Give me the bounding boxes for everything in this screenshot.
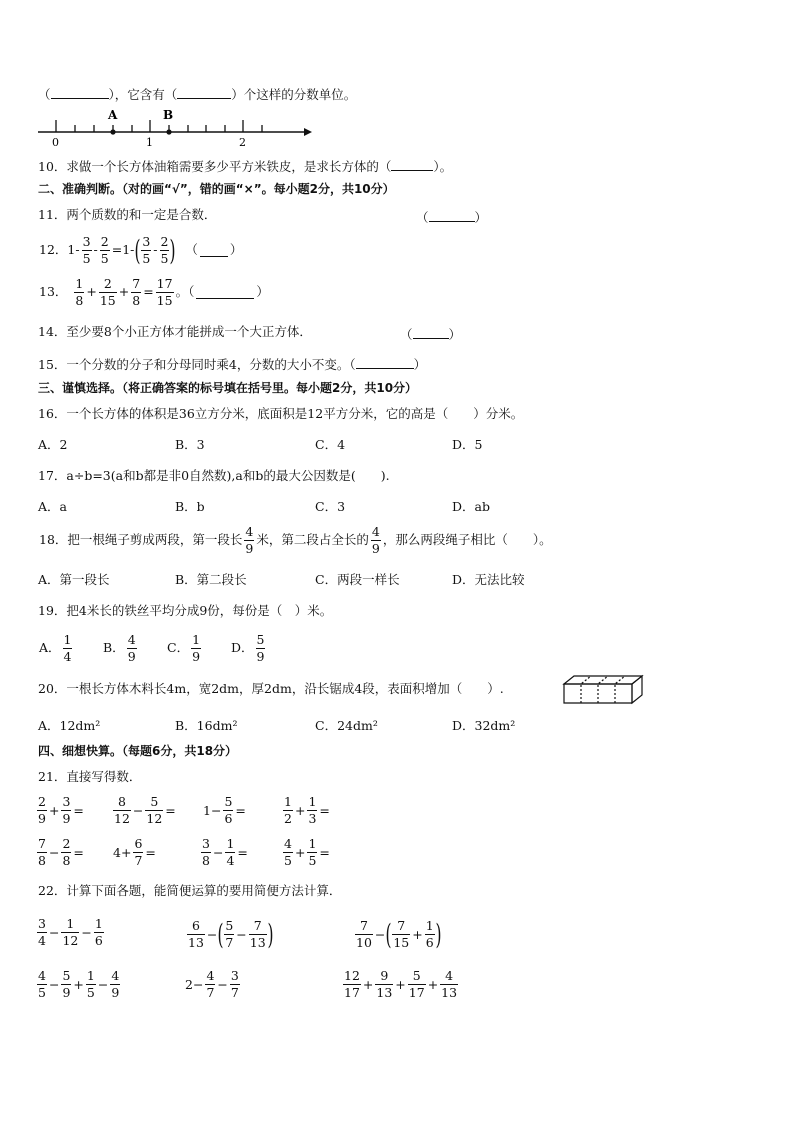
- q11-answer: [416, 209, 487, 225]
- point-a: [110, 129, 115, 134]
- numerator: 2: [160, 234, 169, 249]
- q22-text: 22．计算下面各题，能简便运算的要用简便方法计算．: [38, 883, 342, 898]
- operator: −: [132, 803, 144, 818]
- numerator: 7: [392, 920, 410, 935]
- section-4-heading: 四、细想快算。（每题6分，共18分）: [38, 744, 238, 758]
- numerator: 4: [245, 524, 254, 539]
- numerator: 2: [62, 836, 71, 851]
- fraction: [307, 796, 317, 825]
- fraction: [37, 838, 47, 867]
- numerator: 4: [127, 632, 136, 647]
- bracket: (: [217, 918, 224, 951]
- q12-lparen: (: [134, 233, 141, 267]
- q12-minus-1: -: [93, 242, 98, 258]
- q21-item-7: [200, 838, 249, 867]
- q17-option-d[interactable]: D．ab: [452, 499, 490, 514]
- q14-text: 14．至少要8个小正方体才能拼成一个大正方体．: [38, 324, 312, 339]
- denominator: 2: [284, 810, 292, 826]
- fraction: [61, 918, 79, 947]
- q16-option-c[interactable]: C．4: [315, 437, 346, 452]
- section-2-heading: 二、准确判断。（对的画“√”，错的画“×”。每小题2分，共10分）: [38, 182, 395, 196]
- q20-option-b[interactable]: B．16dm²: [175, 718, 238, 733]
- denominator: 12: [114, 810, 130, 826]
- q9-blank-2[interactable]: [177, 86, 231, 99]
- tick-1: 1: [146, 136, 153, 148]
- denominator: 8: [75, 292, 84, 308]
- fraction: [191, 634, 201, 663]
- numerator: 3: [230, 968, 239, 983]
- numerator: 3: [62, 794, 71, 809]
- q9-end: ）个这样的分数单位。: [231, 87, 357, 102]
- fraction: [343, 970, 361, 999]
- fraction: [113, 796, 131, 825]
- operator: =: [165, 803, 176, 818]
- denominator: 13: [376, 984, 393, 1000]
- q11-paren-open: （: [416, 210, 429, 225]
- bracket: ): [435, 918, 442, 951]
- q12-paren-close: ）: [229, 242, 243, 258]
- q19-option-c[interactable]: [166, 634, 202, 663]
- fraction: [201, 838, 211, 867]
- denominator: 5: [38, 984, 46, 1000]
- denominator: 8: [38, 852, 46, 868]
- fraction: [355, 920, 373, 949]
- fraction: [37, 796, 47, 825]
- q18-option-b[interactable]: B．第二段长: [175, 572, 247, 587]
- q18-end: ，那么两段绳子相比（ ）。: [382, 532, 552, 548]
- q15-line: [38, 356, 426, 372]
- denominator: 15: [156, 292, 173, 308]
- q17-option-a[interactable]: A．a: [38, 499, 67, 514]
- fraction: [425, 920, 435, 949]
- q12-frac-3: [141, 236, 151, 265]
- denominator: 9: [245, 540, 254, 556]
- tick-0: 0: [52, 136, 59, 148]
- fraction: [249, 920, 267, 949]
- numerator: 1: [86, 968, 95, 983]
- fraction: [61, 796, 71, 825]
- wood-block-figure: [562, 674, 646, 706]
- q18-option-d[interactable]: D．无法比较: [452, 572, 525, 587]
- q13-frac-4: [156, 278, 174, 307]
- denominator: 9: [62, 810, 71, 826]
- denominator: 5: [160, 250, 169, 266]
- label-b: B: [163, 108, 174, 122]
- q22-expr-5: [184, 970, 241, 999]
- operator: =: [237, 845, 248, 860]
- operator: D．: [231, 640, 254, 656]
- q12-minus-2: -: [153, 242, 158, 258]
- numerator: 6: [134, 836, 143, 851]
- numerator: 4: [284, 836, 292, 851]
- operator: −: [48, 845, 60, 860]
- denominator: 9: [371, 540, 380, 556]
- numerator: 9: [375, 970, 393, 985]
- numerator: 4: [440, 970, 458, 985]
- q11-blank[interactable]: [429, 209, 475, 222]
- q13-frac-2: [99, 278, 117, 307]
- denominator: 17: [408, 984, 425, 1000]
- q18-option-a[interactable]: A．第一段长: [38, 572, 110, 587]
- operator: −: [97, 977, 109, 992]
- q22-expr-1: [36, 918, 105, 947]
- numerator: 5: [225, 918, 234, 933]
- denominator: 7: [206, 984, 215, 1000]
- numerator: 3: [202, 836, 210, 851]
- denominator: 17: [344, 984, 360, 1000]
- q11-paren-close: ）: [474, 210, 488, 225]
- q13-plus-2: +: [118, 284, 130, 300]
- denominator: 15: [393, 934, 410, 950]
- denominator: 9: [111, 984, 120, 1000]
- operator: B．: [103, 640, 125, 656]
- q14-answer: [400, 326, 461, 342]
- fraction: [205, 970, 215, 999]
- q14-line: [38, 326, 312, 339]
- numerator: 1: [61, 918, 79, 933]
- fraction: [307, 838, 317, 867]
- denominator: 13: [188, 934, 204, 950]
- operator: +: [48, 803, 60, 818]
- q15-text: 15．一个分数的分子和分母同时乘4，分数的大小不变。（: [38, 357, 356, 372]
- numerator: 1: [75, 276, 84, 291]
- fraction: [392, 920, 410, 949]
- numerator: 17: [156, 276, 173, 291]
- q20-option-d[interactable]: D．32dm²: [452, 718, 516, 733]
- operator: A．: [39, 640, 61, 656]
- fraction: [375, 970, 393, 999]
- q12-frac-2: [100, 236, 110, 265]
- bracket: (: [385, 918, 392, 951]
- q14-blank[interactable]: [413, 326, 449, 339]
- q21-item-4: [282, 796, 331, 825]
- operator: =: [73, 803, 84, 818]
- q21-item-1: [36, 796, 85, 825]
- numerator: 7: [249, 920, 267, 935]
- q12-eq: =1-: [111, 242, 135, 258]
- operator: −: [217, 977, 228, 992]
- q12-paren-open: （: [185, 242, 198, 258]
- q13-tail: 。（: [175, 284, 195, 300]
- operator: C．: [167, 640, 190, 656]
- fraction: [224, 920, 234, 949]
- numerator: 5: [256, 632, 265, 647]
- fraction: [127, 634, 137, 663]
- denominator: 9: [192, 648, 201, 664]
- q20-text: 20．一根长方体木料长4m，宽2dm，厚2dm，沿长锯成4段，表面积增加（ ）.: [38, 681, 504, 696]
- q21-item-3: [202, 796, 247, 825]
- q18-frac-2: [371, 526, 381, 555]
- q21-item-6: [112, 838, 157, 867]
- q18-line: [38, 526, 553, 555]
- operator: =: [145, 845, 156, 860]
- denominator: 13: [441, 984, 458, 1000]
- numerator: 4: [371, 524, 380, 539]
- operator: +: [362, 977, 374, 992]
- q10-blank[interactable]: [391, 158, 433, 171]
- q13-end: ）: [256, 284, 269, 300]
- numerator: 2: [38, 794, 46, 809]
- denominator: 7: [230, 984, 239, 1000]
- denominator: 7: [225, 934, 234, 950]
- operator: =: [73, 845, 84, 860]
- numerator: 5: [62, 968, 71, 983]
- q12-frac-4: [160, 236, 170, 265]
- q18-pre: 18．把一根绳子剪成两段，第一段长: [39, 532, 243, 548]
- numerator: 8: [113, 796, 131, 811]
- q14-paren-open: （: [400, 327, 413, 342]
- fraction: [86, 970, 96, 999]
- fraction: [133, 838, 143, 867]
- q16-option-d[interactable]: D．5: [452, 437, 483, 452]
- numerator: 1: [284, 794, 292, 809]
- denominator: 6: [94, 932, 103, 948]
- operator: 4+: [113, 845, 132, 860]
- operator: =: [235, 803, 246, 818]
- denominator: 5: [100, 250, 109, 266]
- numerator: 7: [38, 836, 46, 851]
- numerator: 7: [355, 920, 373, 935]
- denominator: 6: [224, 810, 233, 826]
- fraction: [256, 634, 266, 663]
- numerator: 1: [308, 794, 317, 809]
- fraction: [440, 970, 458, 999]
- q18-option-c[interactable]: C．两段一样长: [315, 572, 400, 587]
- operator: +: [294, 803, 306, 818]
- q10-line: [38, 158, 452, 174]
- numerator: 5: [224, 794, 233, 809]
- q11-text: 11．两个质数的和一定是合数．: [38, 207, 217, 222]
- numerator: 3: [38, 916, 46, 931]
- q12-frac-1: [82, 236, 92, 265]
- q21-item-8: [282, 838, 331, 867]
- q13-frac-1: [74, 278, 84, 307]
- denominator: 5: [82, 250, 91, 266]
- operator: =: [319, 845, 330, 860]
- numerator: 1: [308, 836, 317, 851]
- q22-expr-6: [342, 970, 459, 999]
- numerator: 7: [132, 276, 141, 291]
- q12-num: 12．1-: [39, 242, 80, 258]
- q11-line: [38, 209, 216, 222]
- fraction: [110, 970, 120, 999]
- numerator: 4: [111, 968, 120, 983]
- q16-option-a[interactable]: A．2: [38, 437, 68, 452]
- denominator: 4: [226, 852, 235, 868]
- q13-num: 13．: [39, 284, 68, 300]
- denominator: 8: [202, 852, 210, 868]
- q15-end: ）: [413, 357, 427, 372]
- numerator: 4: [38, 968, 46, 983]
- q12-blank[interactable]: [200, 244, 228, 257]
- number-line: [36, 106, 316, 148]
- q22-expr-2: [186, 918, 273, 951]
- q20-option-a[interactable]: A．12dm²: [38, 718, 101, 733]
- numerator: 6: [187, 920, 205, 935]
- numerator: 1: [94, 916, 103, 931]
- q13-blank[interactable]: [196, 286, 254, 299]
- q14-paren-close: ）: [448, 327, 462, 342]
- numerator: 2: [99, 278, 117, 293]
- operator: +: [412, 927, 423, 942]
- fraction: [145, 796, 163, 825]
- q19-text: 19．把4米长的铁丝平均分成9份，每份是（ ）米。: [38, 603, 333, 618]
- operator: −: [81, 925, 92, 940]
- q13-eq: =: [143, 284, 154, 300]
- denominator: 9: [38, 810, 46, 826]
- point-b: [166, 129, 171, 134]
- q19-option-b[interactable]: [102, 634, 138, 663]
- denominator: 12: [146, 810, 163, 826]
- q17-text: 17．a÷b=3(a和b都是非0自然数),a和b的最大公因数是( ).: [38, 468, 390, 483]
- fraction: [187, 920, 205, 949]
- denominator: 10: [356, 934, 372, 950]
- operator: +: [73, 977, 84, 992]
- q21-text: 21．直接写得数．: [38, 769, 142, 784]
- q12-rparen: ): [169, 233, 176, 267]
- q15-blank[interactable]: [356, 356, 414, 369]
- denominator: 15: [99, 292, 116, 308]
- q16-option-b[interactable]: B．3: [175, 437, 205, 452]
- q20-option-c[interactable]: C．24dm²: [315, 718, 378, 733]
- fraction: [94, 918, 104, 947]
- operator: −: [212, 845, 224, 860]
- numerator: 1: [192, 632, 201, 647]
- fraction: [223, 796, 233, 825]
- fraction: [37, 970, 47, 999]
- q18-frac-1: [244, 526, 254, 555]
- section-3-heading: 三、谨慎选择。（将正确答案的标号填在括号里。每小题2分，共10分）: [38, 381, 418, 395]
- fraction: [408, 970, 426, 999]
- denominator: 5: [308, 852, 317, 868]
- operator: −: [236, 927, 247, 942]
- operator: +: [427, 977, 439, 992]
- denominator: 9: [256, 648, 265, 664]
- q9-mid: ），它含有（: [108, 87, 178, 102]
- q9-open: （: [38, 87, 51, 102]
- operator: −: [48, 977, 60, 992]
- numerator: 1: [226, 836, 235, 851]
- denominator: 6: [425, 934, 434, 950]
- fraction: [225, 838, 235, 867]
- numerator: 1: [63, 632, 72, 647]
- q17-option-c[interactable]: C．3: [315, 499, 346, 514]
- fraction: [37, 918, 47, 947]
- numerator: 12: [344, 968, 360, 983]
- numerator: 4: [206, 968, 215, 983]
- operator: =: [319, 803, 330, 818]
- bracket: ): [267, 918, 274, 951]
- q21-item-2: [112, 796, 177, 825]
- q22-expr-3: [354, 918, 441, 951]
- numerator: 2: [100, 234, 109, 249]
- operator: 1−: [203, 803, 222, 818]
- q13-plus-1: +: [86, 284, 97, 300]
- operator: −: [48, 925, 60, 940]
- q12-line: [38, 233, 243, 267]
- numerator: 5: [408, 970, 426, 985]
- fraction: [63, 634, 73, 663]
- fraction: [61, 970, 71, 999]
- tick-2: 2: [239, 136, 246, 148]
- operator: −: [206, 927, 218, 942]
- numerator: 5: [145, 796, 163, 811]
- q10-text: 10．求做一个长方体油箱需要多少平方米铁皮，是求长方体的（: [38, 159, 392, 174]
- denominator: 4: [38, 932, 46, 948]
- operator: 2−: [185, 977, 204, 992]
- q18-mid: 米，第二段占全长的: [256, 532, 369, 548]
- q16-text: 16．一个长方体的体积是36立方分米，底面积是12平方分米，它的高是（ ）分米。: [38, 406, 524, 421]
- fraction: [283, 838, 293, 867]
- q10-end: ）。: [433, 159, 453, 174]
- denominator: 12: [62, 932, 79, 948]
- denominator: 13: [249, 934, 266, 950]
- q9-blank-1[interactable]: [51, 86, 109, 99]
- denominator: 5: [284, 852, 292, 868]
- q19-option-a[interactable]: [38, 634, 73, 663]
- denominator: 3: [308, 810, 317, 826]
- numerator: 3: [142, 234, 151, 249]
- fraction: [283, 796, 293, 825]
- numerator: 3: [82, 234, 91, 249]
- q22-expr-4: [36, 970, 121, 999]
- label-a: A: [108, 108, 118, 122]
- denominator: 7: [134, 852, 143, 868]
- fraction: [61, 838, 71, 867]
- denominator: 9: [62, 984, 71, 1000]
- denominator: 9: [127, 648, 136, 664]
- q21-item-5: [36, 838, 85, 867]
- operator: +: [294, 845, 306, 860]
- fraction: [230, 970, 240, 999]
- q13-line: [38, 278, 270, 307]
- denominator: 5: [142, 250, 151, 266]
- denominator: 4: [63, 648, 72, 664]
- denominator: 8: [62, 852, 71, 868]
- denominator: 8: [132, 292, 141, 308]
- operator: +: [395, 977, 406, 992]
- denominator: 5: [86, 984, 95, 1000]
- numerator: 1: [425, 918, 434, 933]
- operator: −: [374, 927, 386, 942]
- q17-option-b[interactable]: B．b: [175, 499, 205, 514]
- q9-tail-line: [38, 86, 356, 102]
- q13-frac-3: [131, 278, 141, 307]
- q19-option-d[interactable]: [230, 634, 266, 663]
